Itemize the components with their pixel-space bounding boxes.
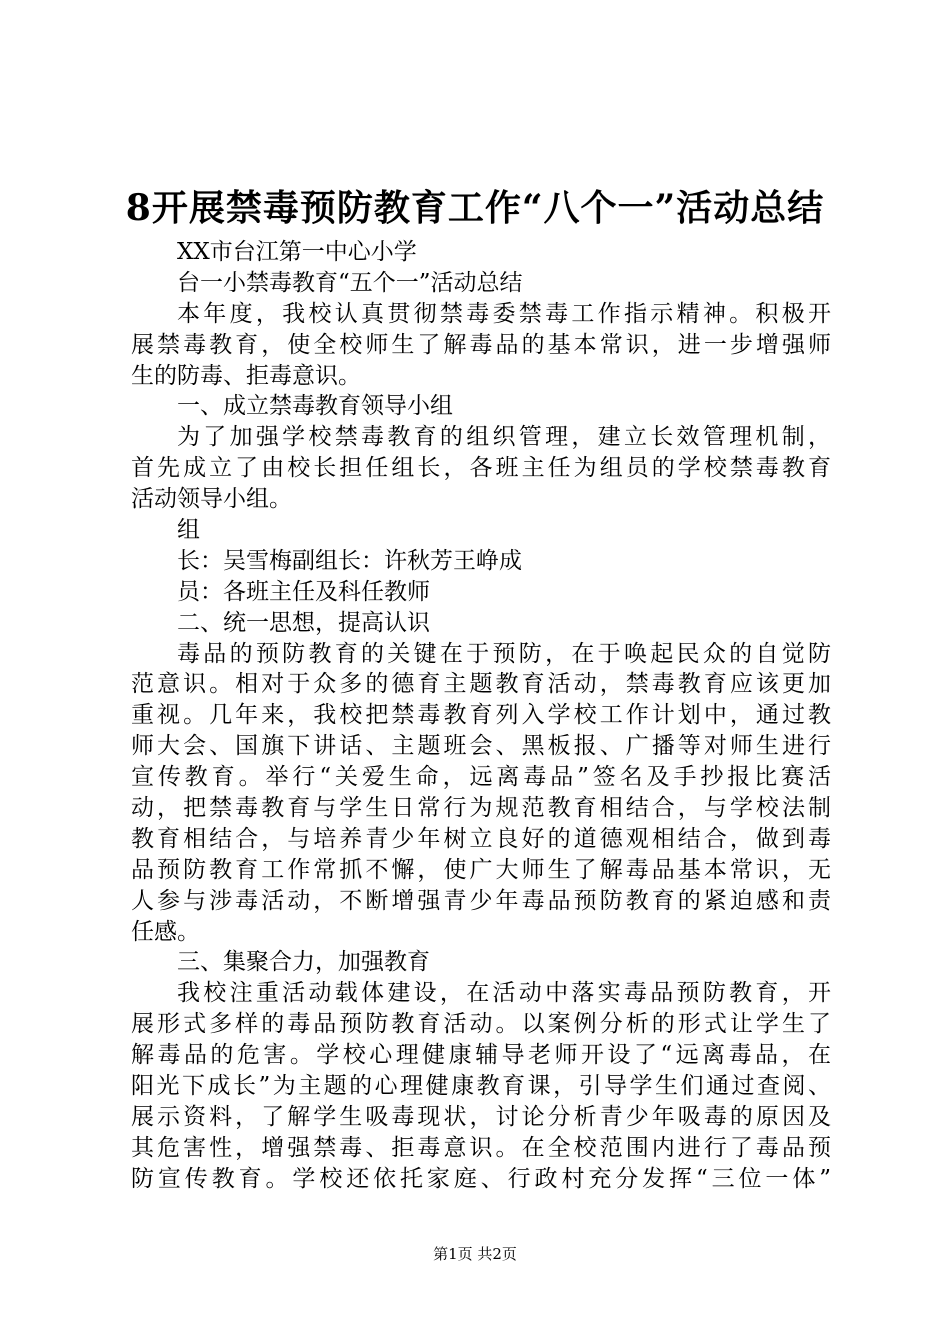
text-line: 三、集聚合力，加强教育 — [177, 949, 430, 976]
text-line: 长：吴雪梅副组长：许秋芳王峥成 — [177, 547, 522, 574]
text-line: 师大会、国旗下讲话、主题班会、黑板报、广播等对师生进行 — [131, 733, 831, 760]
text-line: 展形式多样的毒品预防教育活动。以案例分析的形式让学生了 — [131, 1011, 831, 1038]
text-line: 员：各班主任及科任教师 — [177, 578, 430, 605]
text-line: 二、统一思想，提高认识 — [177, 609, 430, 636]
text-line: 其危害性，增强禁毒、拒毒意识。在全校范围内进行了毒品预 — [131, 1134, 831, 1161]
text-line: XX市台江第一中心小学 — [177, 239, 417, 265]
text-line: 人参与涉毒活动，不断增强青少年毒品预防教育的紧迫感和责 — [131, 887, 831, 914]
text-line: 范意识。相对于众多的德育主题教育活动，禁毒教育应该更加 — [131, 671, 831, 698]
text-line: 生的防毒、拒毒意识。 — [131, 362, 361, 389]
text-line: 组 — [177, 517, 200, 544]
text-line: 活动领导小组。 — [131, 486, 292, 513]
page-footer: 第1页 共2页 — [433, 1245, 517, 1263]
text-line: 首先成立了由校长担任组长，各班主任为组员的学校禁毒教育 — [131, 455, 831, 482]
text-line: 品预防教育工作常抓不懈，使广大师生了解毒品基本常识，无 — [131, 856, 831, 883]
text-line: 宣传教育。举行“关爱生命，远离毒品”签名及手抄报比赛活 — [131, 764, 831, 791]
text-line: 展示资料，了解学生吸毒现状，讨论分析青少年吸毒的原因及 — [131, 1103, 831, 1130]
text-line: 一、成立禁毒教育领导小组 — [177, 393, 453, 420]
text-line: 台一小禁毒教育“五个一”活动总结 — [177, 269, 523, 296]
text-line: 阳光下成长”为主题的心理健康教育课，引导学生们通过查阅、 — [131, 1073, 831, 1100]
text-line: 教育相结合，与培养青少年树立良好的道德观相结合，做到毒 — [131, 825, 831, 852]
text-line: 解毒品的危害。学校心理健康辅导老师开设了“远离毒品，在 — [131, 1042, 831, 1069]
text-line: 毒品的预防教育的关键在于预防，在于唤起民众的自觉防 — [177, 640, 831, 667]
text-line: 展禁毒教育，使全校师生了解毒品的基本常识，进一步增强师 — [131, 331, 831, 358]
text-line: 本年度，我校认真贯彻禁毒委禁毒工作指示精神。积极开 — [177, 300, 831, 327]
text-line: 重视。几年来，我校把禁毒教育列入学校工作计划中，通过教 — [131, 702, 831, 729]
text-line: 任感。 — [131, 918, 200, 945]
text-line: 我校注重活动载体建设，在活动中落实毒品预防教育，开 — [177, 980, 831, 1007]
document-title: 8开展禁毒预防教育工作“八个一”活动总结 — [125, 187, 825, 229]
text-line: 防宣传教育。学校还依托家庭、行政村充分发挥“三位一体” — [131, 1165, 831, 1192]
text-line: 动，把禁毒教育与学生日常行为规范教育相结合，与学校法制 — [131, 795, 831, 822]
document-body — [131, 237, 831, 1195]
text-line: 为了加强学校禁毒教育的组织管理，建立长效管理机制， — [177, 424, 831, 451]
